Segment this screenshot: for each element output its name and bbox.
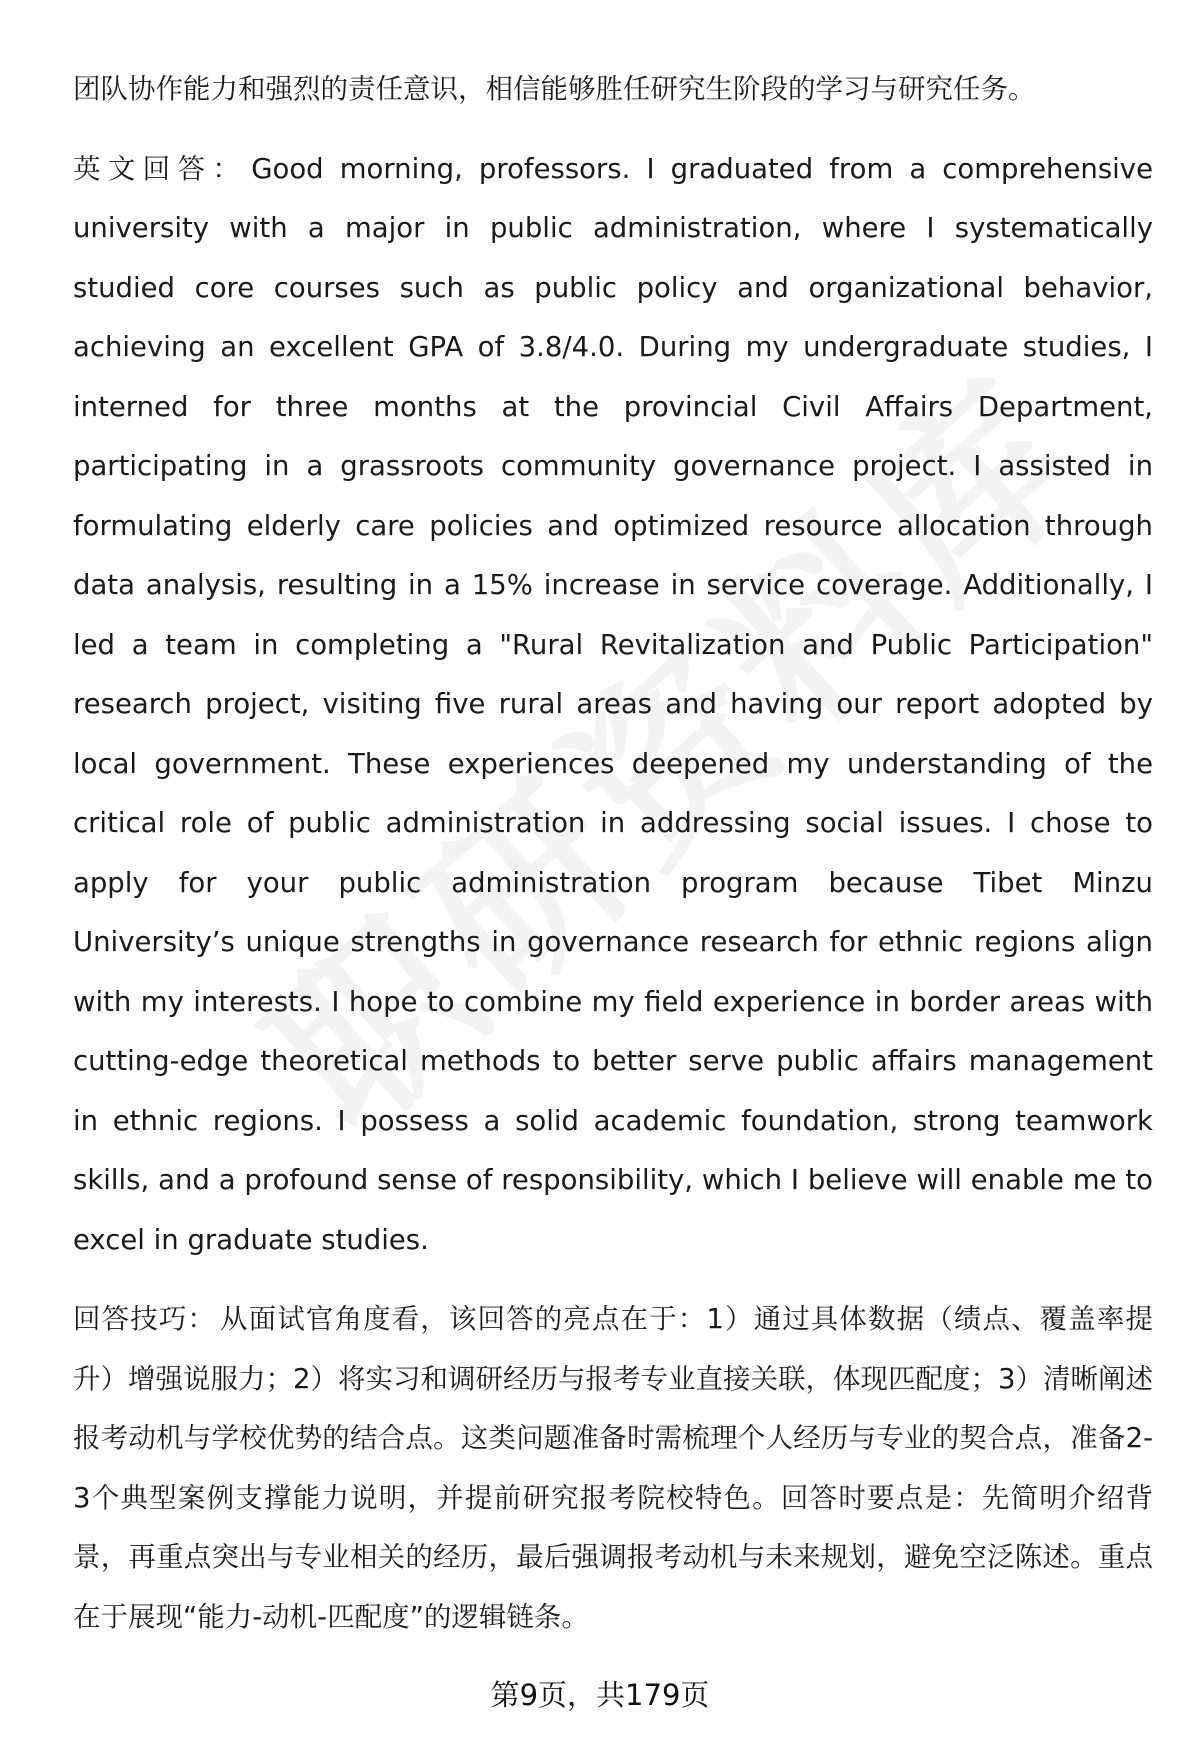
english-answer-paragraph [73,140,1153,1271]
intro-paragraph-tail: 团队协作能力和强烈的责任意识，相信能够胜任研究生阶段的学习与研究任务。 [73,73,1036,105]
answer-tips-text: 从面试官角度看，该回答的亮点在于：1）通过具体数据（绩点、覆盖率提升）增强说服力；2）将实习和调研经历与报考专业直接关联，体现匹配度；3）清晰阐述报考动机与学校优势的结合点。这类问题准备时需梳理个人经历与专业的契合点，准备2-3个典型案例支撑能力说明，并提前研究报考院校特色。回答时要点是：先简明介绍背景，再重点突出与专业相关的经历，最后强调报考动机与未来规划，避免空泛陈述。重点在于展现“能力-动机-匹配度”的逻辑链条。 [73,1303,1153,1633]
answer-tips-paragraph [73,1290,1153,1647]
page-footer: 第9页，共179页 [490,1678,710,1712]
document-body [73,60,1153,1647]
english-answer-text: Good morning, professors. I graduated from a comprehensive university with a major in public administration, where I systematically studied core courses such as public policy and organizational behavior, achieving an excellent GPA of 3.8/4.0. During my undergraduate studies, I interned for three months at the provincial Civil Affairs Department, participating in a grassroots community governance project. I assisted in formulating elderly care policies and optimized resource allocation through data analysis, resulting in a 15% increase in service coverage. Additionally, I led a team in completing a "Rural Revitalization and Public Participation" research project, visiting five rural areas and having our report adopted by local government. These experiences deepened my understanding of the critical role of public administration in addressing social issues. I chose to apply for your public administration program because Tibet Minzu University’s unique strengths in governance research for ethnic regions align with my interests. I hope to combine my field experience in border areas with cutting-edge theoretical methods to better serve public affairs management in ethnic regions. I possess a solid academic foundation, strong teamwork skills, and a profound sense of responsibility, which I believe will enable me to excel in graduate studies. [73,152,1153,1256]
english-answer-label: 英文回答： [73,152,248,185]
answer-tips-label: 回答技巧： [73,1303,217,1335]
